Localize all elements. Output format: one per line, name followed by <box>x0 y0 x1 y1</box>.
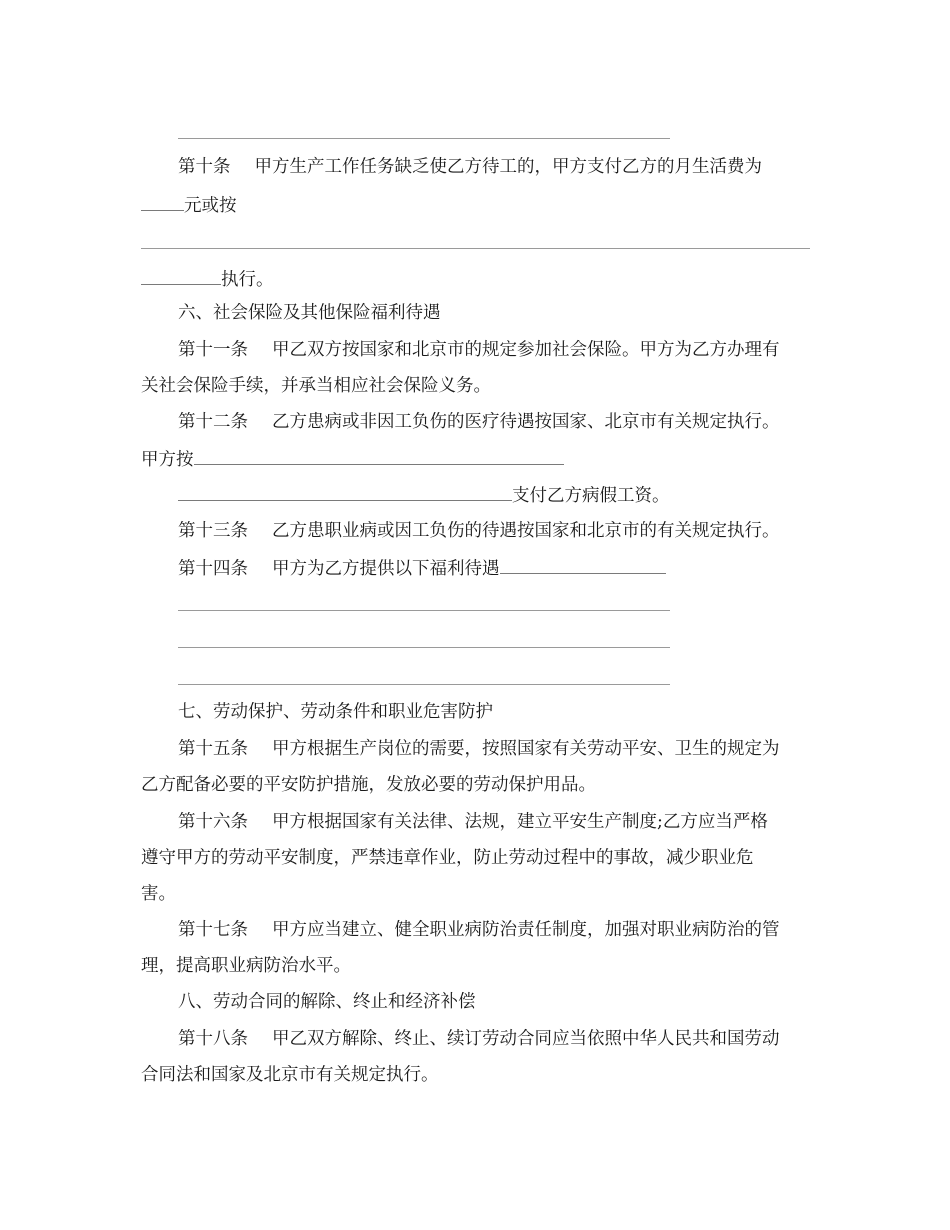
article-12-continued <box>141 446 564 472</box>
blank-line <box>178 610 670 611</box>
article-16-continued: 遵守甲方的劳动平安制度，严禁违章作业，防止劳动过程中的事故，减少职业危 <box>141 848 754 868</box>
blank-field[interactable] <box>500 555 666 574</box>
article-number: 第十六条 <box>178 812 248 832</box>
article-number: 第十七条 <box>178 920 248 940</box>
article-16 <box>178 810 768 834</box>
blank-field[interactable] <box>194 446 564 465</box>
article-text: 甲方为乙方提供以下福利待遇 <box>272 559 500 579</box>
article-number: 第十一条 <box>178 340 248 360</box>
article-number: 第十八条 <box>178 1029 248 1049</box>
article-10-continued-2 <box>141 266 274 292</box>
article-number: 第十二条 <box>178 412 248 432</box>
article-18 <box>178 1027 780 1051</box>
article-18-continued: 合同法和国家及北京市有关规定执行。 <box>141 1065 439 1085</box>
article-number: 第十四条 <box>178 559 248 579</box>
blank-line <box>178 684 670 685</box>
article-13 <box>178 519 780 543</box>
article-text: 乙方患病或非因工负伤的医疗待遇按国家、北京市有关规定执行。 <box>272 412 780 432</box>
article-15-continued: 乙方配备必要的平安防护措施，发放必要的劳动保护用品。 <box>141 775 596 795</box>
blank-field[interactable] <box>141 192 184 211</box>
article-10 <box>178 155 762 179</box>
article-10-continued <box>141 192 237 218</box>
blank-field[interactable] <box>141 266 221 285</box>
article-12 <box>178 410 780 434</box>
article-text: 甲方应当建立、健全职业病防治责任制度，加强对职业病防治的管 <box>272 920 780 940</box>
article-17-continued: 理，提高职业病防治水平。 <box>141 956 351 976</box>
section-heading-8: 八、劳动合同的解除、终止和经济补偿 <box>178 992 476 1012</box>
article-11 <box>178 338 780 362</box>
blank-field[interactable] <box>178 482 512 501</box>
section-heading-7: 七、劳动保护、劳动条件和职业危害防护 <box>178 702 493 722</box>
article-text: 甲乙双方按国家和北京市的规定参加社会保险。甲方为乙方办理有 <box>272 340 780 360</box>
article-12-continued-2 <box>178 482 670 508</box>
article-17 <box>178 918 780 942</box>
article-text: 支付乙方病假工资。 <box>512 486 670 506</box>
article-text: 乙方患职业病或因工负伤的待遇按国家和北京市的有关规定执行。 <box>272 521 780 541</box>
article-text: 执行。 <box>221 270 274 290</box>
blank-line <box>178 138 670 139</box>
article-number: 第十三条 <box>178 521 248 541</box>
article-16-continued-2: 害。 <box>141 884 176 904</box>
article-text: 甲方根据生产岗位的需要，按照国家有关劳动平安、卫生的规定为 <box>272 739 780 759</box>
article-text: 元或按 <box>184 196 237 216</box>
blank-line <box>141 248 810 249</box>
article-text: 甲方根据国家有关法律、法规，建立平安生产制度;乙方应当严格 <box>272 812 768 832</box>
article-15 <box>178 737 780 761</box>
article-text: 甲乙双方解除、终止、续订劳动合同应当依照中华人民共和国劳动 <box>272 1029 780 1049</box>
article-number: 第十五条 <box>178 739 248 759</box>
article-text: 甲方生产工作任务缺乏使乙方待工的，甲方支付乙方的月生活费为 <box>254 157 762 177</box>
blank-line <box>178 647 670 648</box>
section-heading-6: 六、社会保险及其他保险福利待遇 <box>178 303 441 323</box>
article-11-continued: 关社会保险手续，并承当相应社会保险义务。 <box>141 376 491 396</box>
article-14 <box>178 555 666 581</box>
article-number: 第十条 <box>178 157 231 177</box>
article-text: 甲方按 <box>141 450 194 470</box>
